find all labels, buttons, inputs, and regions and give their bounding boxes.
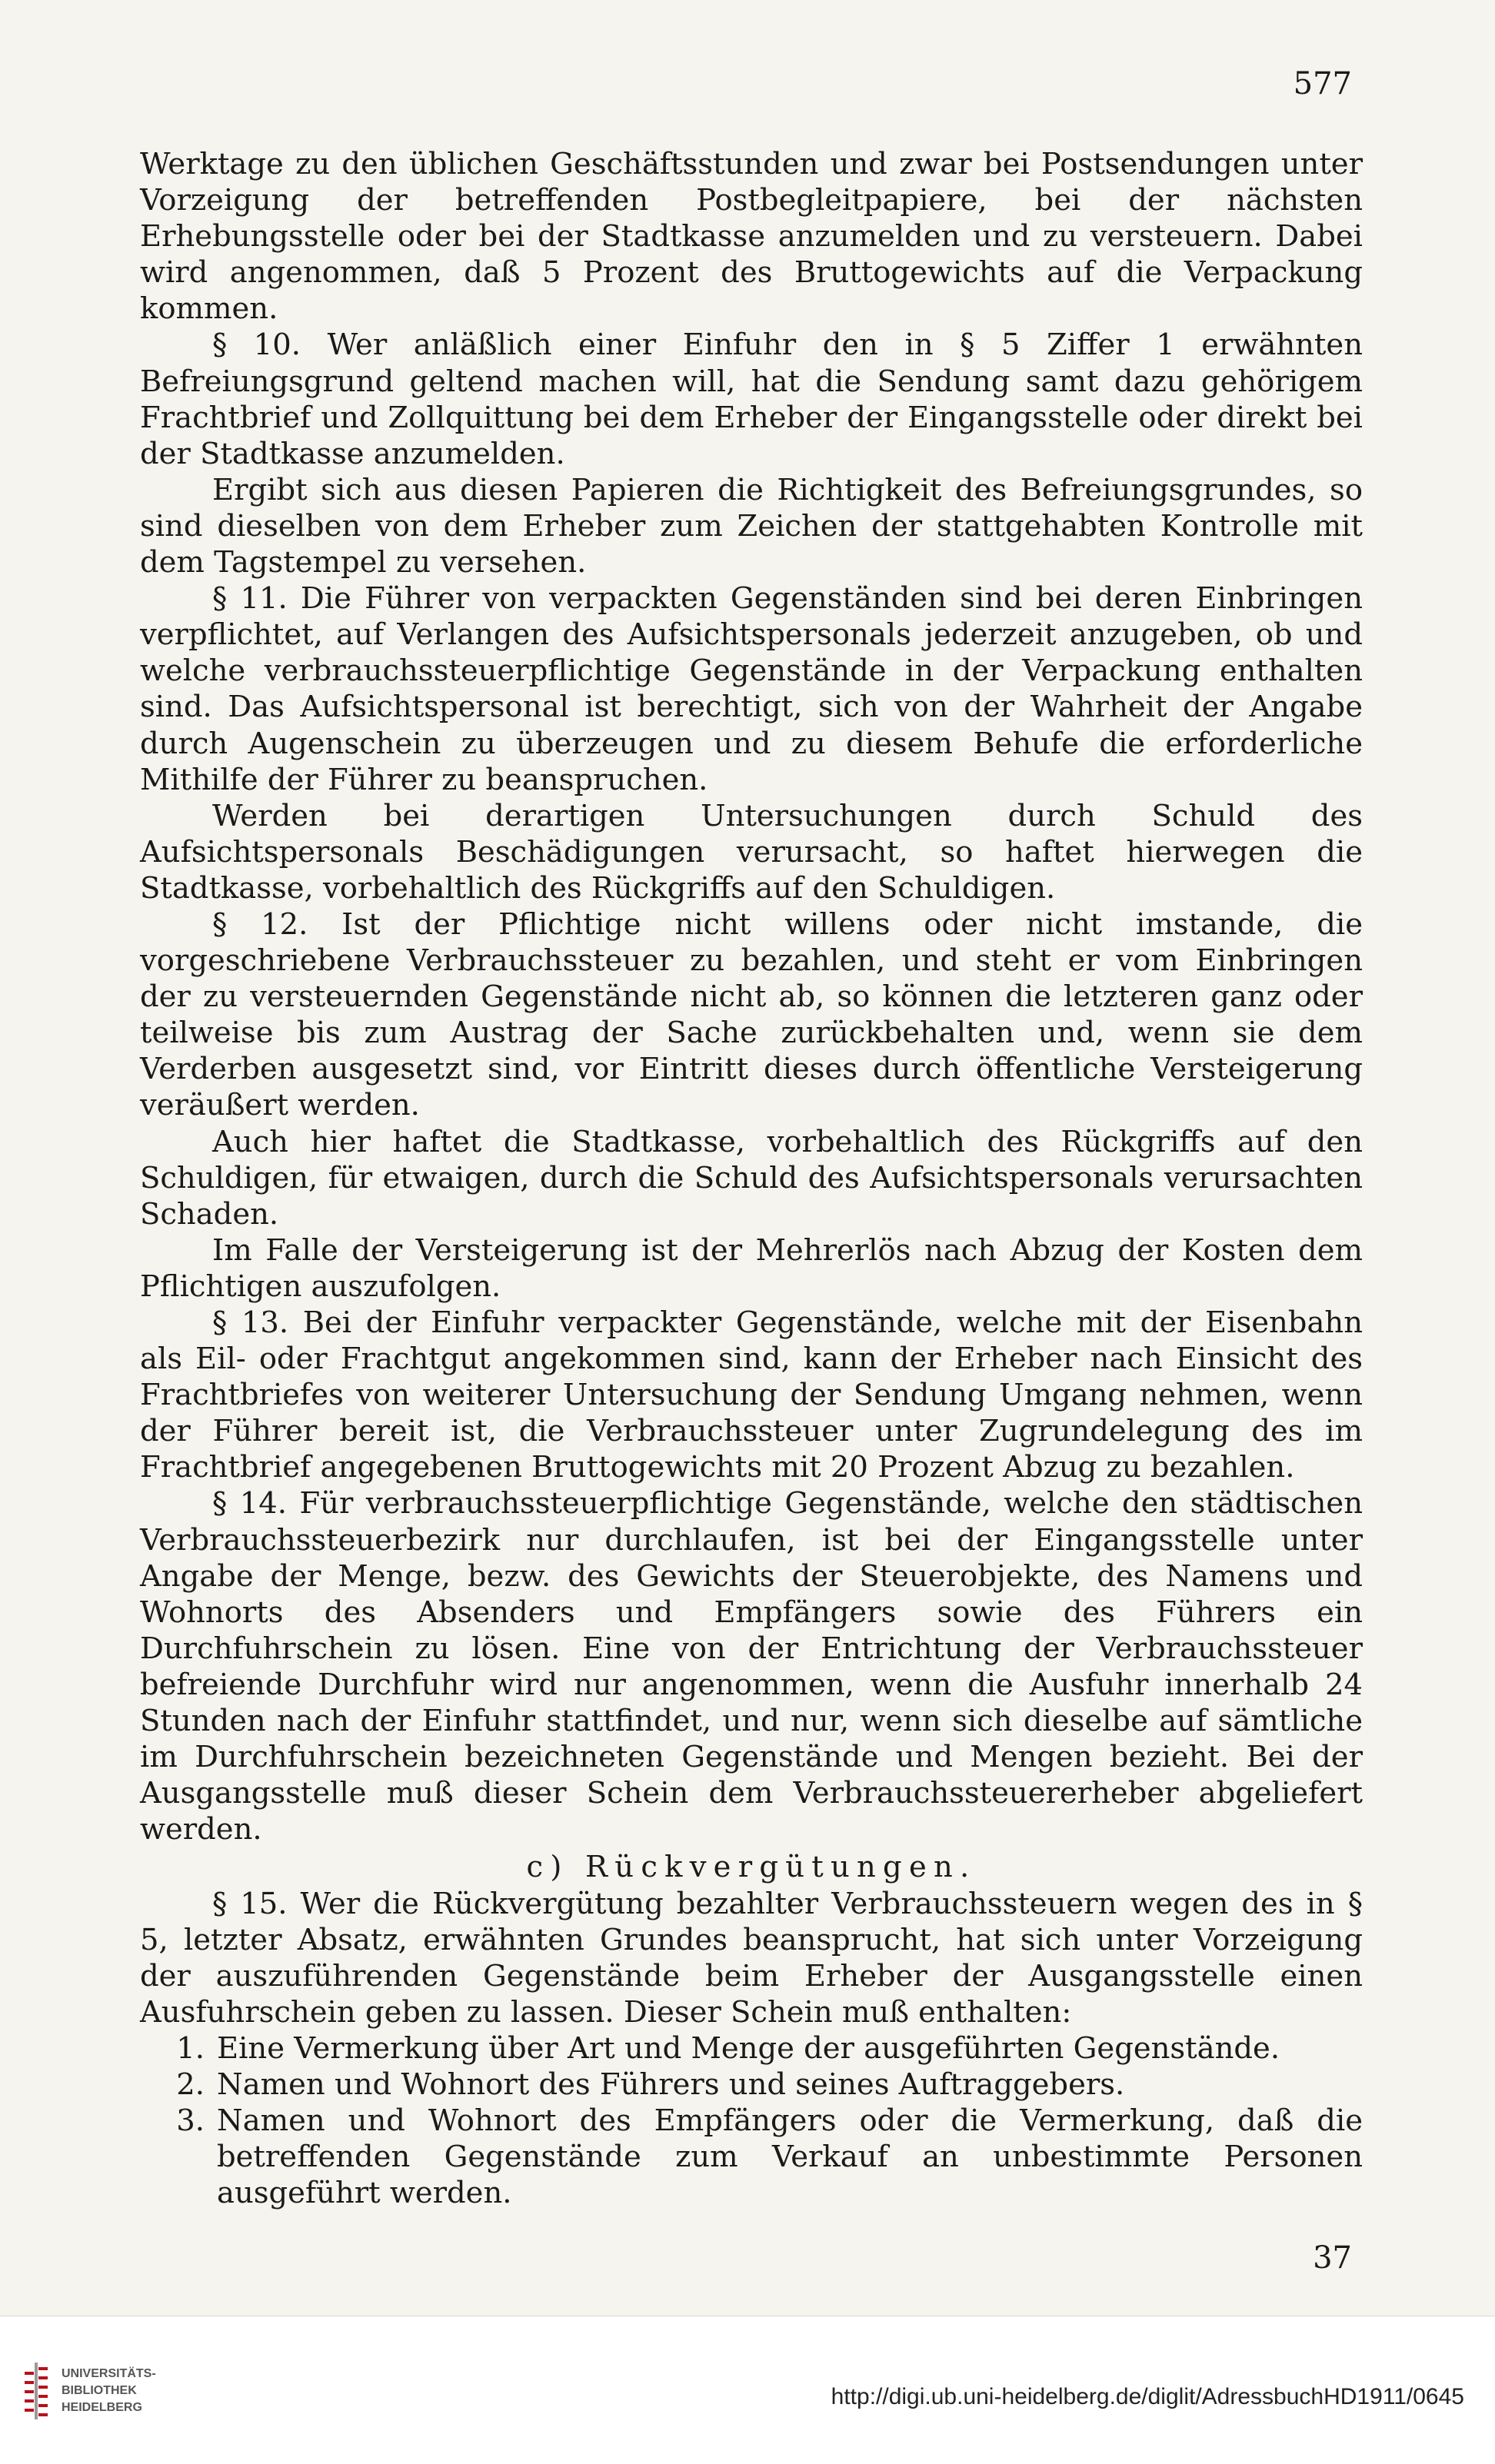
paragraph: § 15. Wer die Rückvergütung bezahlter Verbrauchssteuern wegen des in § 5, letzter Absatz, erwähnten Grundes beansprucht, hat sich unter Vorzeigung der auszuführenden Gegenstände beim Erheber der Ausgangsstelle einen Ausfuhrschein geben zu lassen. Dieser Schein muß enthalten: — [140, 1886, 1363, 2030]
list-text: Eine Vermerkung über Art und Menge der ausgeführten Gegenstände. — [217, 2030, 1280, 2066]
footer-bar — [0, 2316, 1495, 2464]
section-heading: c) Rückvergütungen. — [526, 1850, 977, 1885]
paragraph: § 12. Ist der Pflichtige nicht willens oder nicht imstande, die vorgeschriebene Verbrauchssteuer zu bezahlen, und steht er vom Einbringen der zu versteuernden Gegenstände nicht ab, so können die letzteren ganz oder teilweise bis zum Austrag der Sache zurückbehalten und, wenn sie dem Verderben ausgesetzt sind, vor Eintritt dieses durch öffentliche Versteigerung veräußert werden. — [140, 906, 1363, 1123]
paragraph: § 14. Für verbrauchssteuerpflichtige Gegenstände, welche den städtischen Verbrauchssteuerbezirk nur durchlaufen, ist bei der Eingangsstelle unter Angabe der Menge, bezw. des Gewichts der Steuerobjekte, des Namens und Wohnorts des Absenders und Empfängers sowie des Führers ein Durchfuhrschein zu lösen. Eine von der Entrichtung der Verbrauchssteuer befreiende Durchfuhr wird nur angenommen, wenn die Ausfuhr innerhalb 24 Stunden nach der Einfuhr stattfindet, und nur, wenn sich dieselbe auf sämtliche im Durchfuhrschein bezeichneten Gegenstände und Mengen bezieht. Bei der Ausgangsstelle muß dieser Schein dem Verbrauchssteuererheber abgeliefert werden. — [140, 1486, 1363, 1847]
source-url[interactable]: http://digi.ub.uni-heidelberg.de/diglit/AdressbuchHD1911/0645 — [831, 2384, 1464, 2409]
library-name-line: HEIDELBERG — [62, 2401, 142, 2414]
list-number: 3. — [176, 2103, 205, 2139]
library-logo — [23, 2363, 156, 2419]
paragraph: Auch hier haftet die Stadtkasse, vorbehaltlich des Rückgriffs auf den Schuldigen, für etwaigen, durch die Schuld des Aufsichtspersonals verursachten Schaden. — [140, 1124, 1363, 1232]
paragraph: § 11. Die Führer von verpackten Gegenständen sind bei deren Einbringen verpflichtet, auf Verlangen des Aufsichtspersonals jederzeit anzugeben, ob und welche verbrauchssteuerpflichtige Gegenstände in der Verpackung enthalten sind. Das Aufsichtspersonal ist berechtigt, sich von der Wahrheit der Angabe durch Augenschein zu überzeugen und zu diesem Behufe die erforderliche Mithilfe der Führer zu beanspruchen. — [140, 581, 1363, 797]
page-number: 577 — [1293, 66, 1352, 101]
paragraph: Werden bei derartigen Untersuchungen durch Schuld des Aufsichtspersonals Beschädigungen verursacht, so haftet hierwegen die Stadtkasse, vorbehaltlich des Rückgriffs auf den Schuldigen. — [140, 798, 1363, 906]
library-name — [62, 2366, 156, 2416]
list-number: 1. — [176, 2030, 205, 2066]
paragraph: Im Falle der Versteigerung ist der Mehrerlös nach Abzug der Kosten dem Pflichtigen auszufolgen. — [140, 1232, 1363, 1304]
document-text — [140, 146, 1363, 2211]
paragraph: Werktage zu den üblichen Geschäftsstunden und zwar bei Postsendungen unter Vorzeigung der betreffenden Postbegleitpapiere, bei der nächsten Erhebungsstelle oder bei der Stadtkasse anzumelden und zu versteuern. Dabei wird angenommen, daß 5 Prozent des Bruttogewichts auf die Verpackung kommen. — [140, 147, 1363, 327]
list-item — [140, 2030, 1363, 2067]
signature-mark: 37 — [1313, 2240, 1352, 2276]
list-item — [140, 2067, 1363, 2103]
library-name-line: BIBLIOTHEK — [62, 2384, 137, 2397]
university-seal-icon — [23, 2363, 49, 2419]
paragraph: Ergibt sich aus diesen Papieren die Richtigkeit des Befreiungsgrundes, so sind dieselben von dem Erheber zum Zeichen der stattgehabten Kontrolle mit dem Tagstempel zu versehen. — [140, 472, 1363, 580]
numbered-list — [140, 2030, 1363, 2211]
paragraph: § 13. Bei der Einfuhr verpackter Gegenstände, welche mit der Eisenbahn als Eil- oder Frachtgut angekommen sind, kann der Erheber nach Einsicht des Frachtbriefes von weiterer Untersuchung der Sendung Umgang nehmen, wenn der Führer bereit ist, die Verbrauchssteuer unter Zugrundelegung des im Frachtbrief angegebenen Bruttogewichts mit 20 Prozent Abzug zu bezahlen. — [140, 1305, 1363, 1485]
library-name-line: UNIVERSITÄTS- — [62, 2367, 156, 2380]
list-number: 2. — [176, 2067, 205, 2102]
paragraph: § 10. Wer anläßlich einer Einfuhr den in § 5 Ziffer 1 erwähnten Befreiungsgrund geltend machen will, hat die Sendung samt dazu gehörigem Frachtbrief und Zollquittung bei dem Erheber der Eingangsstelle oder direkt bei der Stadtkasse anzumelden. — [140, 328, 1363, 471]
list-text: Namen und Wohnort des Empfängers oder die Vermerkung, daß die betreffenden Gegenstände zum Verkauf an unbestimmte Personen ausgeführt werden. — [217, 2103, 1363, 2211]
list-text: Namen und Wohnort des Führers und seines Auftraggebers. — [217, 2067, 1125, 2102]
list-item — [140, 2103, 1363, 2211]
